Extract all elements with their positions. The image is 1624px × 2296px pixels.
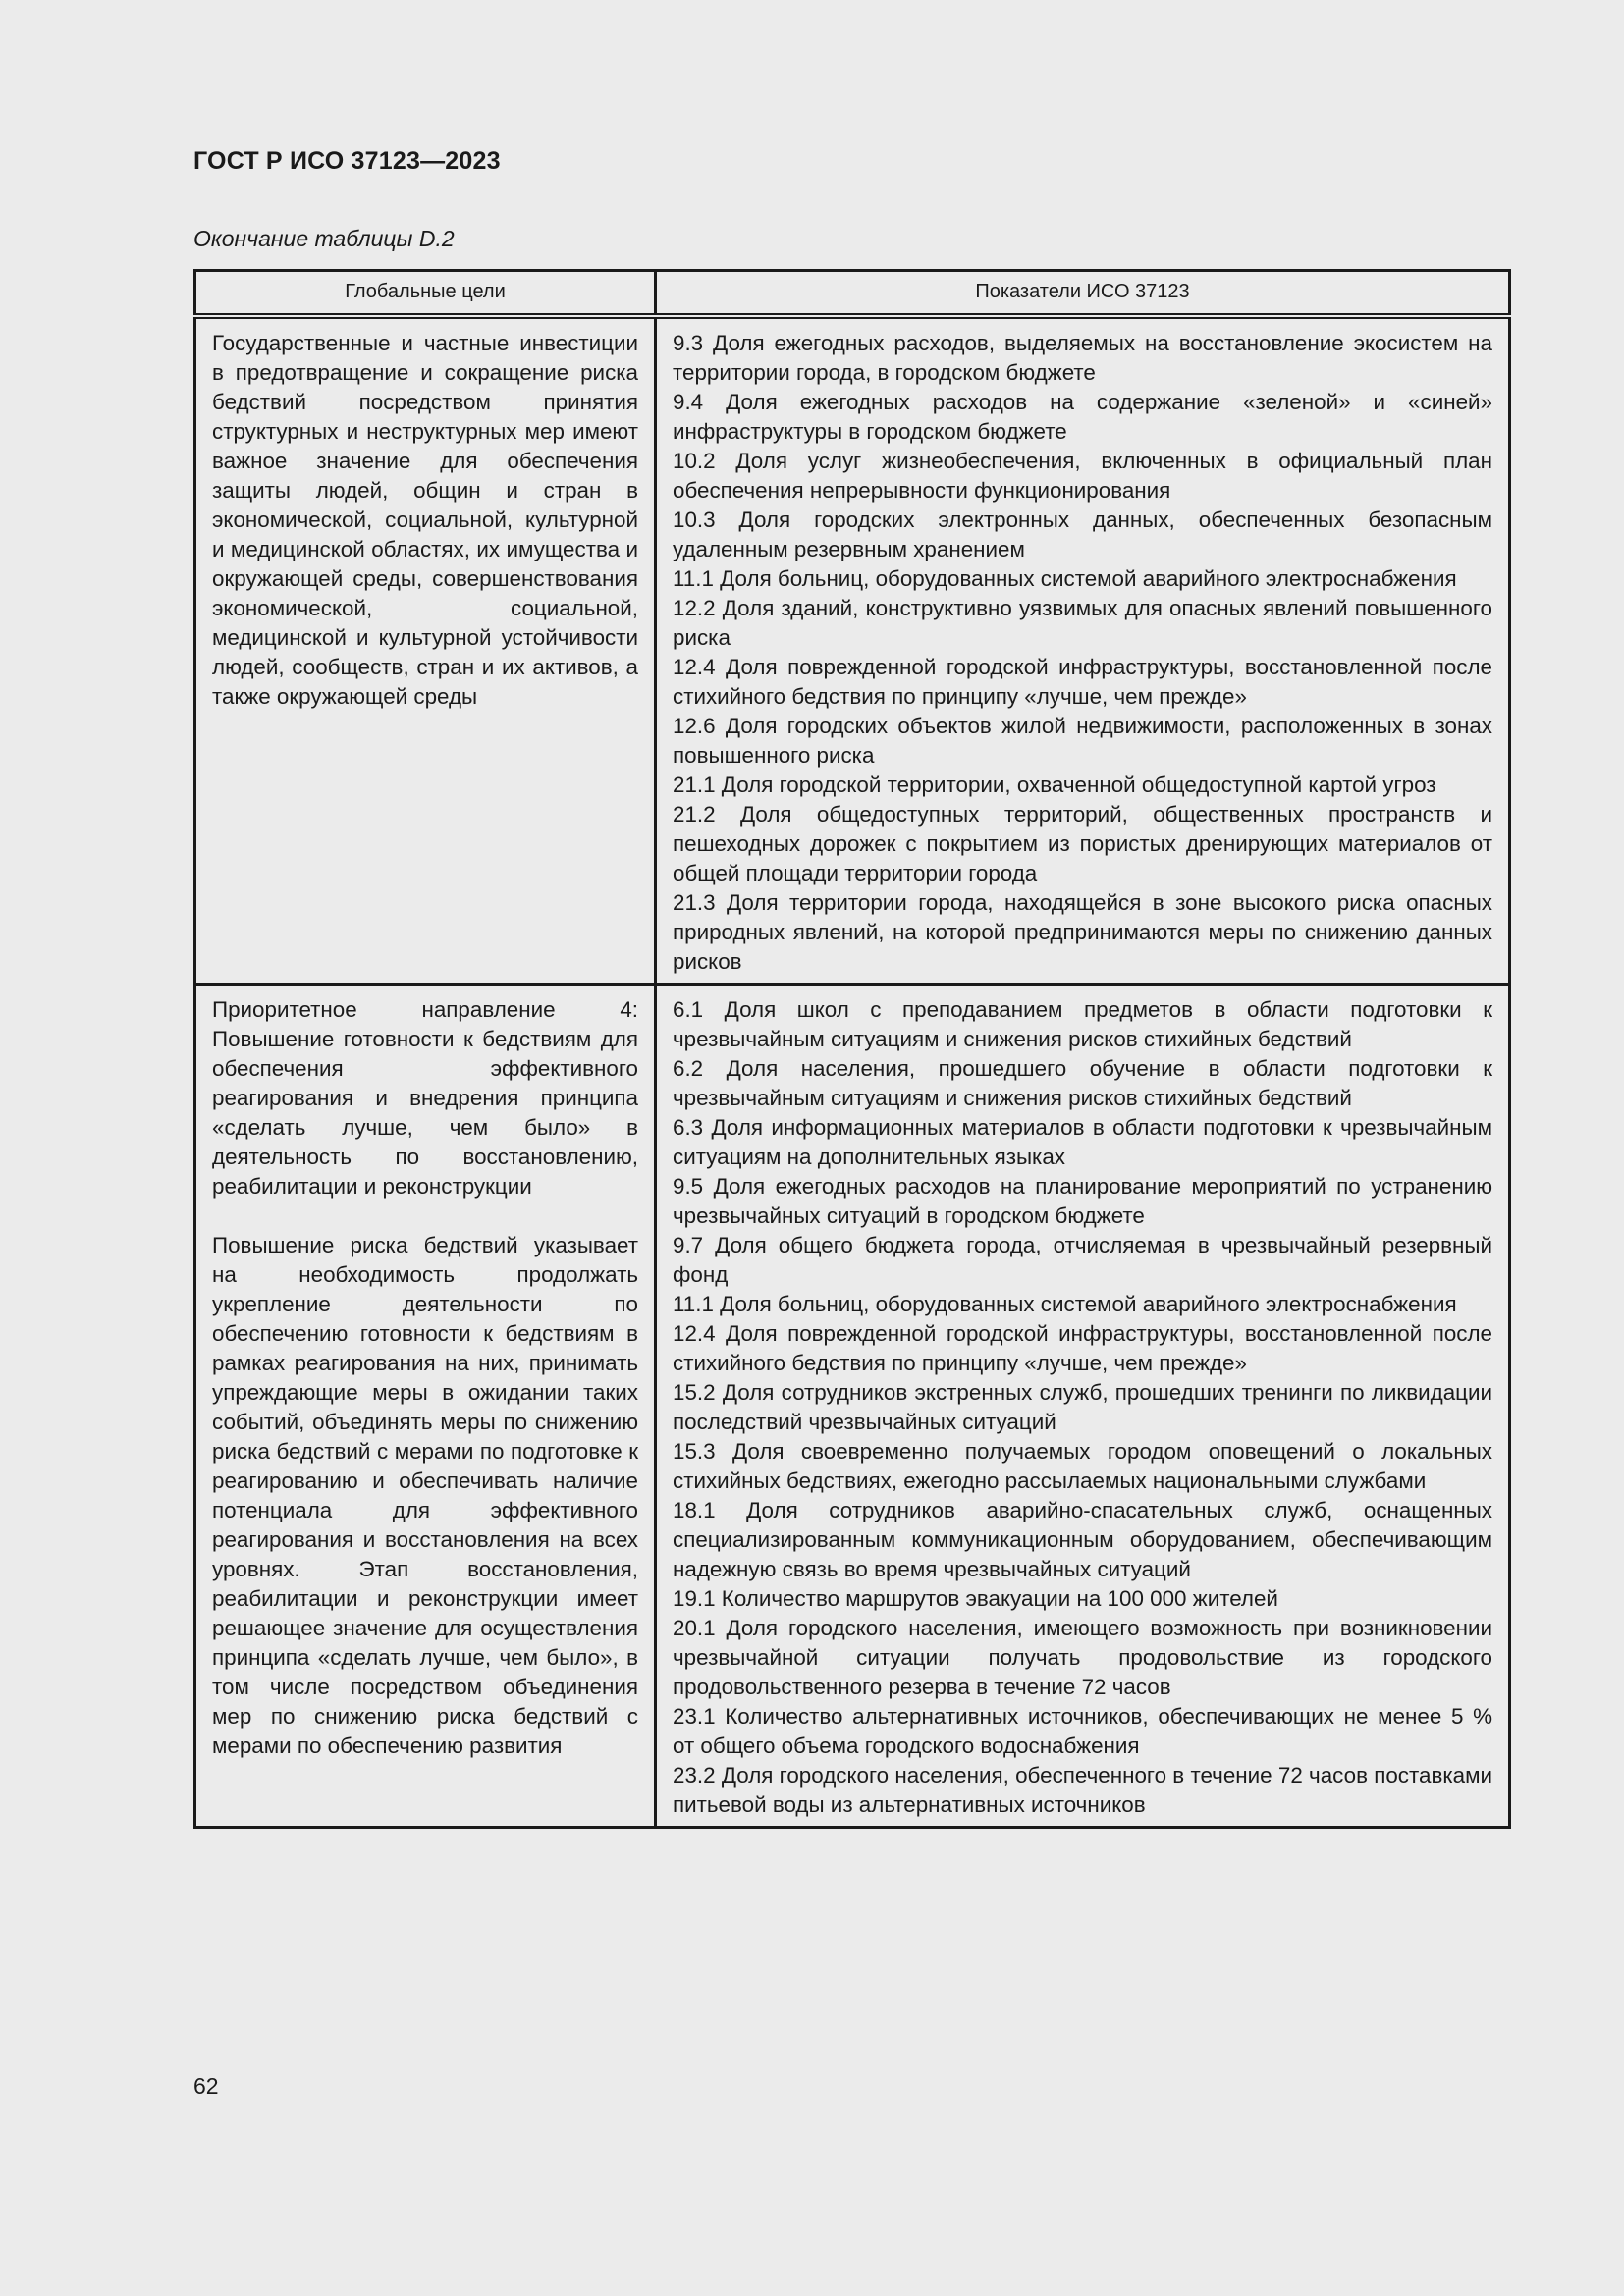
indicator-item: 20.1 Доля городского населения, имеющего возможность при возникновении чрезвычайной ситуации получать продовольствие из городского продовольственного резерва в течение 72 часов [673, 1615, 1492, 1699]
indicator-item: 9.5 Доля ежегодных расходов на планирование мероприятий по устранению чрезвычайных ситуаций в городском бюджете [673, 1173, 1492, 1228]
indicator-item: 10.2 Доля услуг жизнеобеспечения, включенных в официальный план обеспечения непрерывности функционирования [673, 448, 1492, 503]
document-code-header: ГОСТ Р ИСО 37123—2023 [193, 147, 501, 175]
indicator-item: 12.2 Доля зданий, конструктивно уязвимых для опасных явлений повышенного риска [673, 595, 1492, 650]
indicator-item: 12.4 Доля поврежденной городской инфраструктуры, восстановленной после стихийного бедствия по принципу «лучше, чем прежде» [673, 654, 1492, 709]
indicator-item: 9.4 Доля ежегодных расходов на содержание «зеленой» и «синей» инфраструктуры в городском бюджете [673, 389, 1492, 444]
indicator-item: 11.1 Доля больниц, оборудованных системой аварийного электроснабжения [673, 565, 1457, 591]
indicator-item: 6.3 Доля информационных материалов в области подготовки к чрезвычайным ситуациям на дополнительных языках [673, 1114, 1492, 1169]
goal-cell [195, 984, 656, 1827]
goal-cell [195, 316, 656, 985]
goal-paragraph: Повышение риска бедствий указывает на необходимость продолжать укрепление деятельности по обеспечению готовности к бедствиям в рамках реагирования на них, принимать упреждающие меры в ожидании таких событий, объединять меры по снижению риска бедствий с мерами по подготовке к реагированию и обеспечивать наличие потенциала для эффективного реагирования и восстановления на всех уровнях. Этап восстановления, реабилитации и реконструкции имеет решающее значение для осуществления принципа «сделать лучше, чем было», в том числе посредством объединения мер по снижению риска бедствий с мерами по обеспечению развития [212, 1232, 638, 1758]
indicators-cell [656, 984, 1510, 1827]
table-row [195, 984, 1510, 1827]
page-number: 62 [193, 2073, 219, 2099]
column-header-global-goals: Глобальные цели [195, 271, 656, 316]
indicator-item: 18.1 Доля сотрудников аварийно-спасательных служб, оснащенных специализированным коммуникационным оборудованием, обеспечивающим надежную связь во время чрезвычайных ситуаций [673, 1497, 1492, 1581]
indicators-cell [656, 316, 1510, 985]
indicator-item: 23.2 Доля городского населения, обеспеченного в течение 72 часов поставками питьевой воды из альтернативных источников [673, 1762, 1492, 1817]
column-header-iso-indicators: Показатели ИСО 37123 [656, 271, 1510, 316]
indicator-item: 9.7 Доля общего бюджета города, отчисляемая в чрезвычайный резервный фонд [673, 1232, 1492, 1287]
goal-paragraph: Приоритетное направление 4: Повышение готовности к бедствиям для обеспечения эффективного реагирования и внедрения принципа «сделать лучше, чем было» в деятельность по восстановлению, реабилитации и реконструкции [212, 996, 638, 1199]
indicator-item: 10.3 Доля городских электронных данных, обеспеченных безопасным удаленным резервным хранением [673, 507, 1492, 561]
table-header-row [195, 271, 1510, 316]
indicator-item: 6.1 Доля школ с преподаванием предметов в области подготовки к чрезвычайным ситуациям и снижения рисков стихийных бедствий [673, 996, 1492, 1051]
indicator-item: 15.3 Доля своевременно получаемых городом оповещений о локальных стихийных бедствиях, ежегодно рассылаемых национальными службами [673, 1438, 1492, 1493]
indicator-item: 19.1 Количество маршрутов эвакуации на 100 000 жителей [673, 1585, 1278, 1611]
indicator-item: 23.1 Количество альтернативных источников, обеспечивающих не менее 5 % от общего объема городского водоснабжения [673, 1703, 1492, 1758]
goal-paragraph: Государственные и частные инвестиции в предотвращение и сокращение риска бедствий посредством принятия структурных и неструктурных мер имеют важное значение для обеспечения защиты людей, общин и стран в экономической, социальной, культурной и медицинской областях, их имущества и окружающей среды, совершенствования экономической, социальной, медицинской и культурной устойчивости людей, сообществ, стран и их активов, а также окружающей среды [212, 330, 638, 709]
indicator-item: 15.2 Доля сотрудников экстренных служб, прошедших тренинги по ликвидации последствий чрезвычайных ситуаций [673, 1379, 1492, 1434]
indicator-item: 12.4 Доля поврежденной городской инфраструктуры, восстановленной после стихийного бедствия по принципу «лучше, чем прежде» [673, 1320, 1492, 1375]
indicator-item: 21.2 Доля общедоступных территорий, общественных пространств и пешеходных дорожек с покрытием из пористых дренирующих материалов от общей площади территории города [673, 801, 1492, 885]
indicator-item: 12.6 Доля городских объектов жилой недвижимости, расположенных в зонах повышенного риска [673, 713, 1492, 768]
indicator-item: 11.1 Доля больниц, оборудованных системой аварийного электроснабжения [673, 1291, 1457, 1316]
indicator-item: 6.2 Доля населения, прошедшего обучение в области подготовки к чрезвычайным ситуациям и снижения рисков стихийных бедствий [673, 1055, 1492, 1110]
goals-indicators-table [193, 269, 1511, 1829]
indicator-item: 9.3 Доля ежегодных расходов, выделяемых на восстановление экосистем на территории города, в городском бюджете [673, 330, 1492, 385]
indicator-item: 21.3 Доля территории города, находящейся в зоне высокого риска опасных природных явлений, на которой предпринимаются меры по снижению данных рисков [673, 889, 1492, 974]
table-caption: Окончание таблицы D.2 [193, 226, 455, 251]
table-row [195, 316, 1510, 985]
indicator-item: 21.1 Доля городской территории, охваченной общедоступной картой угроз [673, 772, 1436, 797]
